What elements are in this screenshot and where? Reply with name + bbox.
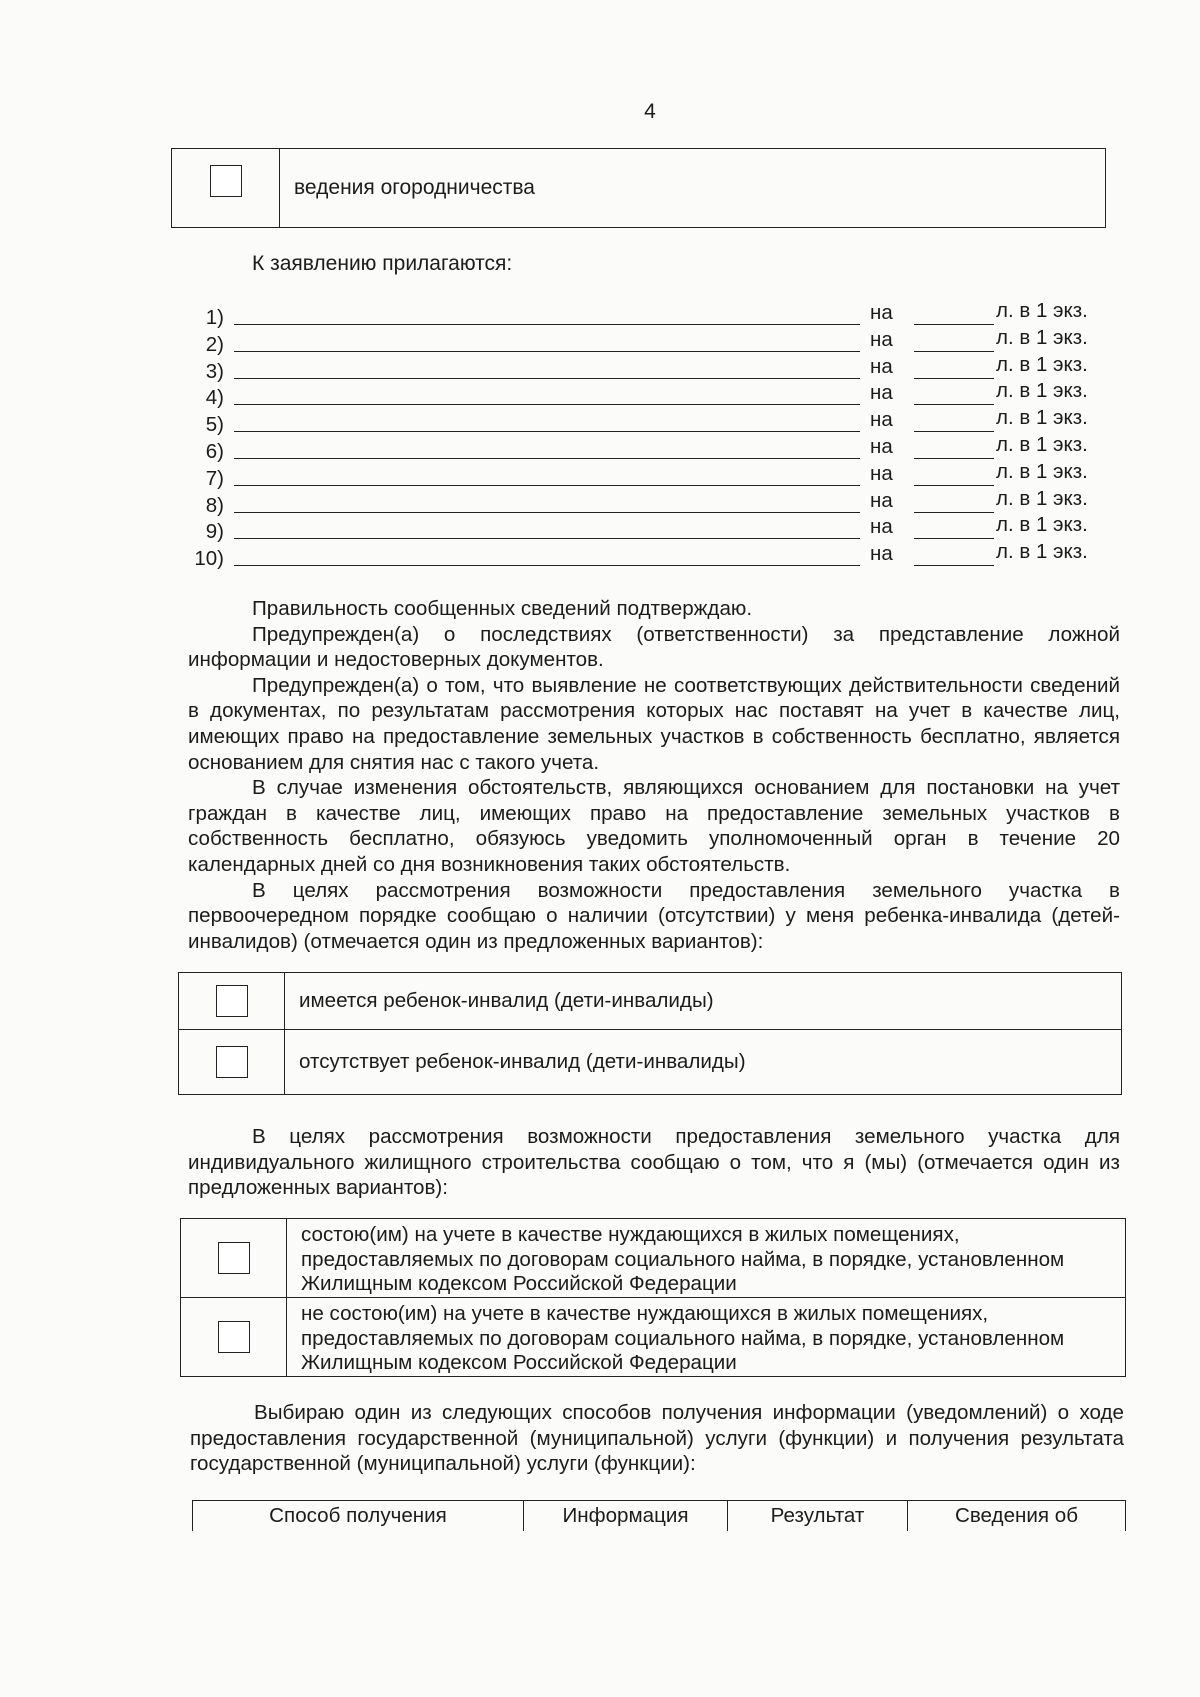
statement-paragraph: Предупрежден(а) о том, что выявление не соответствующих действительности сведений в документах, по результатам рассмотрения которых нас поставят на учет в качестве лиц, имеющих право на предоставление земельных участков в собственность бесплатно, является основанием для снятия нас с такого учета. <box>188 673 1120 774</box>
disability-option-table <box>178 972 1122 1095</box>
purpose-option-table <box>171 148 1106 228</box>
attachment-sheets-field[interactable] <box>914 565 994 566</box>
attachments-list <box>190 298 1100 571</box>
gardening-checkbox[interactable] <box>210 165 242 197</box>
attachment-number: 6) <box>205 439 224 463</box>
attachment-copies-label: л. в 1 экз. <box>996 325 1088 349</box>
has-disabled-child-checkbox[interactable] <box>216 985 248 1017</box>
info-intro-block <box>190 1400 1124 1477</box>
attachment-copies-label: л. в 1 экз. <box>996 432 1088 456</box>
housing-option-row <box>181 1219 1125 1298</box>
attachment-na-label: на <box>870 301 893 324</box>
purpose-checkbox-cell <box>172 149 280 227</box>
attachment-copies-label: л. в 1 экз. <box>996 540 1088 564</box>
attachment-na-label: на <box>870 434 893 458</box>
attachment-row <box>190 539 1100 571</box>
information-header: Информация <box>524 1501 728 1531</box>
attachment-na-label: на <box>870 408 893 432</box>
attachment-row <box>190 298 1100 329</box>
attachment-copies-label: л. в 1 экз. <box>996 379 1088 403</box>
attachment-na-label: на <box>870 542 893 566</box>
on-housing-register-checkbox[interactable] <box>218 1242 250 1274</box>
attachment-row <box>190 378 1100 410</box>
attachment-number: 7) <box>205 466 224 490</box>
attachment-number: 2) <box>205 332 224 356</box>
statement-paragraph: В целях рассмотрения возможности предоставления земельного участка в первоочередном порядке сообщаю о наличии (отсутствии) у меня ребенка-инвалида (детей-инвалидов) (отмечается один из предложенных вариантов): <box>188 878 1120 953</box>
gardening-option-label: ведения огородничества <box>294 176 535 199</box>
attachment-number: 10) <box>194 547 224 571</box>
attachment-copies-label: л. в 1 экз. <box>996 459 1088 483</box>
page-number: 4 <box>644 100 656 123</box>
no-disabled-child-checkbox[interactable] <box>216 1046 248 1078</box>
attachment-row <box>190 486 1100 517</box>
info-intro: Выбираю один из следующих способов получения информации (уведомлений) о ходе предоставления государственной (муниципальной) услуги (функции) и получения результата государственной (муниципальной) услуги (функции): <box>190 1401 1124 1476</box>
attachment-number: 5) <box>205 413 224 437</box>
attachment-na-label: на <box>870 327 893 351</box>
disability-option-row <box>179 973 1121 1030</box>
attachment-row <box>190 459 1100 490</box>
attachment-number: 1) <box>205 306 224 329</box>
attachment-row <box>190 325 1100 356</box>
statement-paragraph: В случае изменения обстоятельств, являющихся основанием для постановки на учет граждан в качестве лиц, имеющих право на предоставление земельных участков в собственность бесплатно, обязуюсь уведомить уполномоченный орган в течение 20 календарных дней со дня возникновения таких обстоятельств. <box>188 776 1120 876</box>
attachment-row <box>190 512 1100 544</box>
attachment-copies-label: л. в 1 экз. <box>996 486 1088 510</box>
attachment-name-field[interactable] <box>234 565 860 566</box>
attachment-row <box>190 352 1100 383</box>
statement-paragraph: Предупрежден(а) о последствиях (ответственности) за представление ложной информации и недостоверных документов. <box>188 622 1120 672</box>
disability-option-label: имеется ребенок-инвалид (дети-инвалиды) <box>299 988 714 1012</box>
attachment-na-label: на <box>870 488 893 512</box>
attachment-copies-label: л. в 1 экз. <box>996 513 1088 537</box>
not-on-housing-register-checkbox[interactable] <box>218 1321 250 1353</box>
result-header: Результат <box>728 1501 908 1531</box>
attachment-copies-label: л. в 1 экз. <box>996 406 1088 430</box>
checkbox-cell <box>179 1030 285 1094</box>
receipt-method-table <box>192 1500 1126 1531</box>
housing-option-row <box>181 1298 1125 1376</box>
disability-option-label: отсутствует ребенок-инвалид (дети-инвалиды) <box>299 1049 746 1073</box>
housing-intro-block <box>188 1124 1120 1201</box>
housing-intro: В целях рассмотрения возможности предоставления земельного участка для индивидуального жилищного строительства сообщаю о том, что я (мы) (отмечается один из предложенных вариантов): <box>188 1125 1120 1200</box>
attachment-copies-label: л. в 1 экз. <box>996 352 1088 376</box>
attachments-heading: К заявлению прилагаются: <box>252 252 513 275</box>
attachment-row <box>190 405 1100 437</box>
checkbox-cell <box>181 1219 287 1297</box>
attachment-na-label: на <box>870 515 893 539</box>
checkbox-cell <box>179 973 285 1029</box>
statement-paragraph: Правильность сообщенных сведений подтверждаю. <box>252 597 753 620</box>
housing-option-table <box>180 1218 1126 1377</box>
statements-block <box>188 596 1120 954</box>
attachment-na-label: на <box>870 461 893 485</box>
attachment-na-label: на <box>870 381 893 405</box>
attachment-na-label: на <box>870 354 893 378</box>
attachment-number: 3) <box>205 359 224 383</box>
attachment-row <box>190 432 1100 463</box>
attachment-number: 4) <box>205 386 224 410</box>
attachment-number: 8) <box>205 493 224 517</box>
housing-option-label: не состою(им) на учете в качестве нуждающихся в жилых помещениях, предоставляемых по договорам социального найма, в порядке, установленном Жилищным кодексом Российской Федерации <box>301 1302 1065 1374</box>
attachment-copies-label: л. в 1 экз. <box>996 299 1088 322</box>
checkbox-cell <box>181 1298 287 1376</box>
details-header: Сведения об <box>954 1504 1079 1527</box>
attachment-number: 9) <box>205 520 224 544</box>
receipt-method-header: Способ получения <box>193 1501 524 1531</box>
housing-option-label: состою(им) на учете в качестве нуждающихся в жилых помещениях, предоставляемых по договорам социального найма, в порядке, установленном Жилищным кодексом Российской Федерации <box>301 1223 1065 1295</box>
disability-option-row <box>179 1030 1121 1094</box>
